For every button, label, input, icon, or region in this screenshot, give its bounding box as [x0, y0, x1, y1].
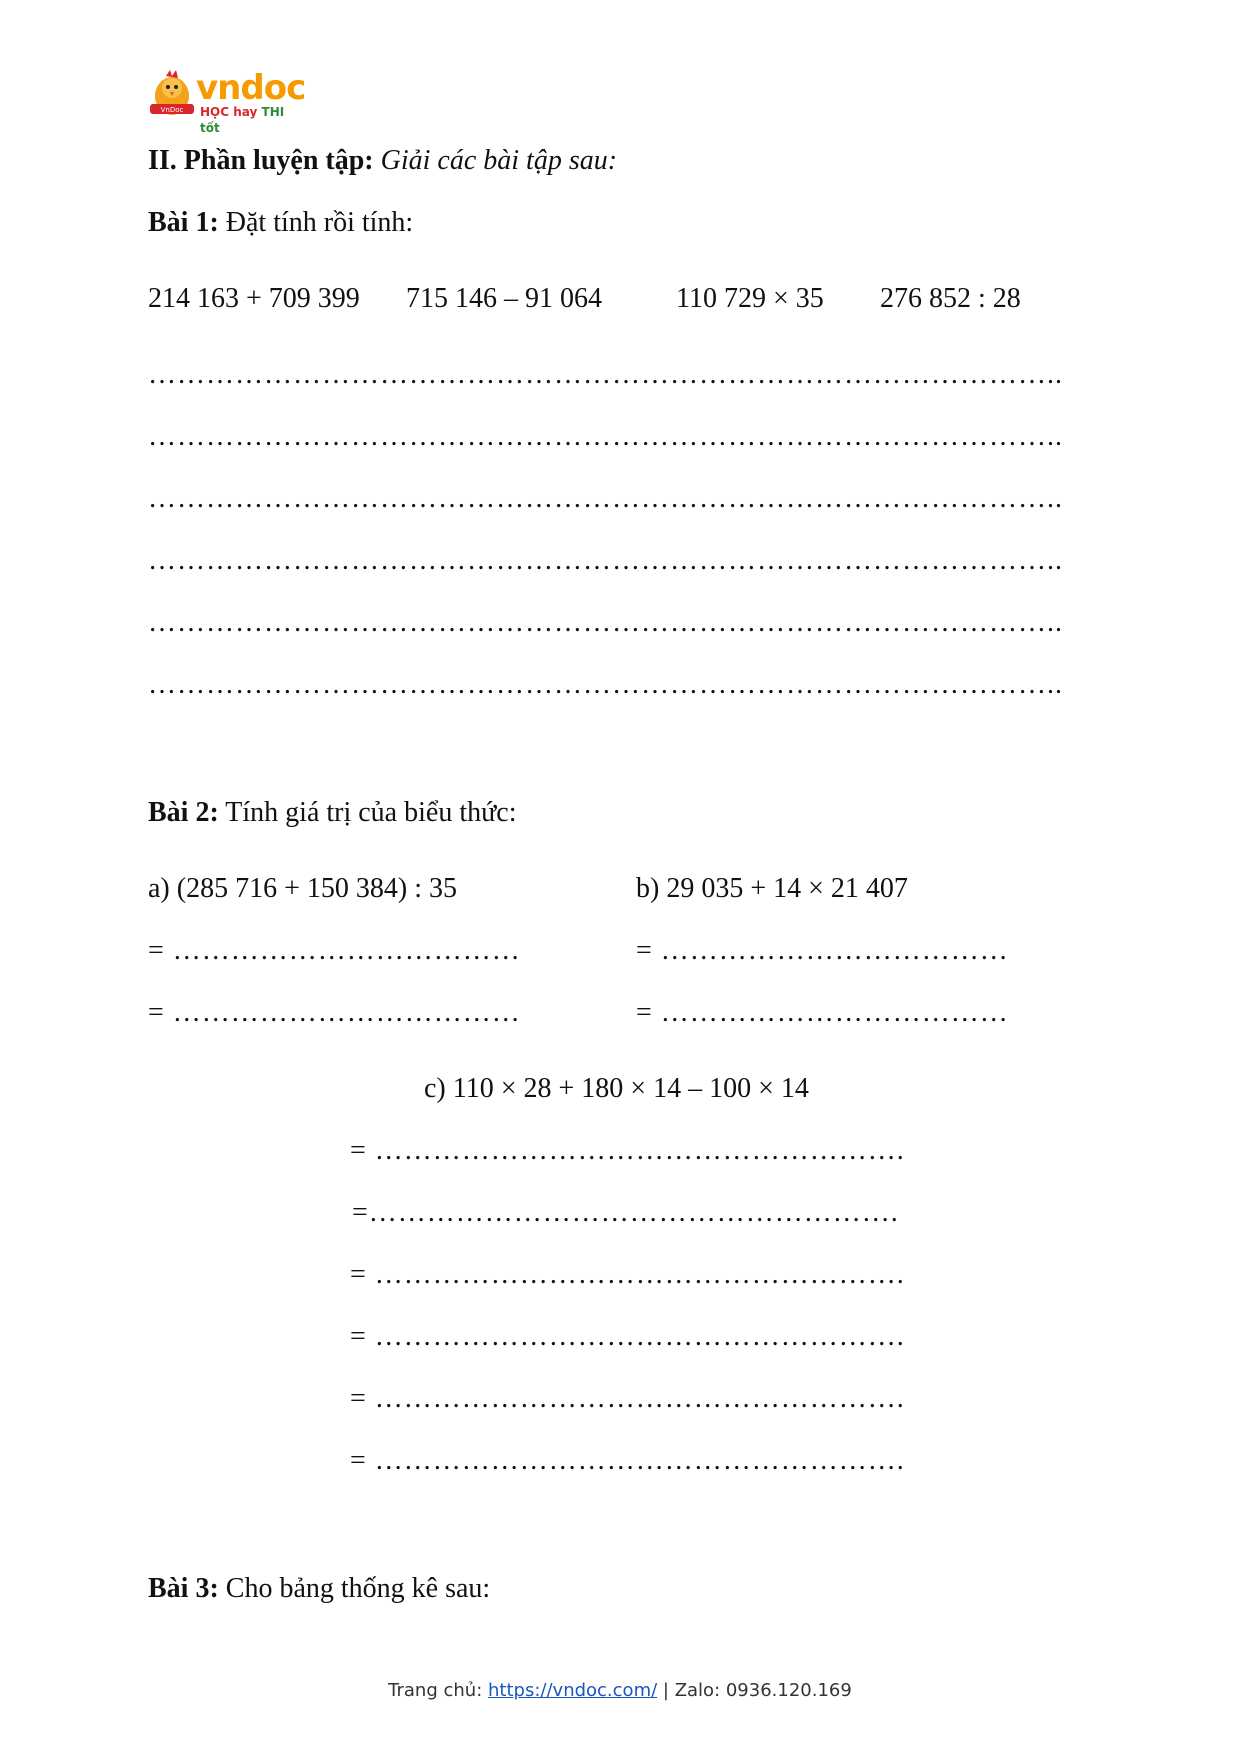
logo-brand: vndoc [196, 68, 306, 108]
svg-text:VnDoc: VnDoc [160, 106, 184, 114]
bai1-heading [148, 206, 413, 240]
section-title: II. Phần luyện tập: [148, 145, 374, 176]
bai1-answer-line: ………………………………………………………………………………….. [148, 669, 1063, 700]
bai2-b-answer-line: = ……………………………… [636, 997, 1009, 1028]
bai2-b-answer-line: = ……………………………… [636, 935, 1009, 966]
bai2-c-answer-line: = ………………………………………………. [350, 1135, 905, 1166]
bai1-problem: 276 852 : 28 [880, 283, 1021, 314]
bai2-part-b: b) 29 035 + 14 × 21 407 [636, 873, 908, 904]
bai2-c-answer-line: = ………………………………………………. [350, 1321, 905, 1352]
slogan-part1: HỌC hay [200, 105, 258, 119]
bai2-c-answer-line: = ………………………………………………. [350, 1383, 905, 1414]
bai3-text: Cho bảng thống kê sau: [225, 1573, 491, 1604]
bai2-c-answer-line: = ………………………………………………. [350, 1445, 905, 1476]
chicken-mascot-icon [148, 70, 196, 122]
bai1-answer-line: ………………………………………………………………………………….. [148, 545, 1063, 576]
page-footer [0, 1680, 1240, 1701]
bai1-answer-line: ………………………………………………………………………………….. [148, 607, 1063, 638]
bai2-c-answer-line: =………………………………………………. [352, 1197, 899, 1228]
slogan-part2: THI tốt [200, 105, 285, 135]
bai2-a-answer-line: = ……………………………… [148, 935, 521, 966]
bai1-problem: 214 163 + 709 399 [148, 283, 360, 314]
bai2-label: Bài 2: [148, 797, 219, 828]
bai3-heading [148, 1572, 490, 1606]
bai2-heading [148, 796, 516, 830]
bai1-answer-line: ………………………………………………………………………………….. [148, 359, 1063, 390]
section-heading [148, 144, 617, 178]
bai1-answer-line: ………………………………………………………………………………….. [148, 483, 1063, 514]
logo-slogan [200, 104, 308, 136]
bai1-problem: 715 146 – 91 064 [406, 283, 602, 314]
bai1-answer-line: ………………………………………………………………………………….. [148, 421, 1063, 452]
bai2-text: Tính giá trị của biểu thức: [225, 797, 517, 828]
bai3-label: Bài 3: [148, 1573, 219, 1604]
footer-prefix: Trang chủ: [388, 1680, 483, 1701]
footer-homepage-link[interactable]: https://vndoc.com/ [488, 1680, 658, 1701]
bai2-a-answer-line: = ……………………………… [148, 997, 521, 1028]
footer-zalo: | Zalo: 0936.120.169 [662, 1680, 852, 1701]
vndoc-logo [148, 68, 308, 135]
bai2-part-a: a) (285 716 + 150 384) : 35 [148, 873, 457, 904]
bai2-part-c: c) 110 × 28 + 180 × 14 – 100 × 14 [424, 1073, 809, 1104]
bai2-c-answer-line: = ………………………………………………. [350, 1259, 905, 1290]
bai1-label: Bài 1: [148, 207, 219, 238]
bai1-problem: 110 729 × 35 [676, 283, 824, 314]
bai1-text: Đặt tính rồi tính: [225, 207, 414, 238]
section-instruction: Giải các bài tập sau: [380, 145, 618, 176]
